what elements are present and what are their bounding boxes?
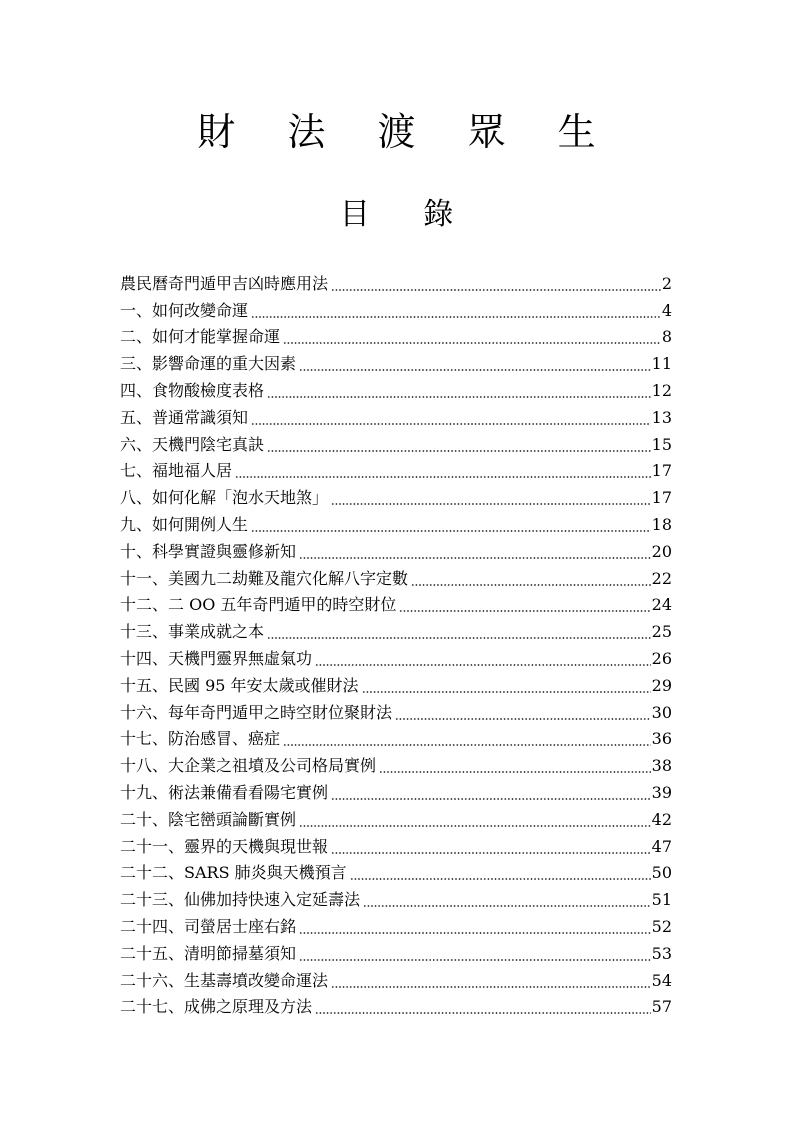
- toc-entry: [120, 536, 672, 563]
- toc-entry-page-number: 36: [651, 729, 672, 749]
- dot-leader: [249, 514, 651, 536]
- dot-leader: [297, 809, 651, 831]
- toc-entry-title: 四、食物酸檢度表格: [120, 380, 265, 400]
- toc-entry-title: 二、如何才能掌握命運: [120, 327, 281, 347]
- toc-heading: 目 錄: [339, 197, 476, 232]
- toc-entry-page-number: 13: [651, 407, 672, 427]
- dot-leader: [297, 916, 651, 938]
- toc-entry-page-number: 26: [651, 648, 672, 668]
- toc-entry: [120, 697, 672, 724]
- dot-leader: [329, 836, 651, 858]
- dot-leader: [281, 326, 661, 348]
- toc-entry-title: 九、如何開例人生: [120, 514, 249, 534]
- toc-entry-title: 八、如何化解「泡水天地煞」: [120, 488, 329, 508]
- toc-entry-title: 二十三、仙佛加持快速入定延壽法: [120, 890, 361, 910]
- toc-entry: [120, 750, 672, 777]
- toc-entry-page-number: 50: [651, 863, 672, 883]
- toc-entry: [120, 884, 672, 911]
- toc-entry-page-number: 11: [651, 354, 672, 374]
- toc-entry: [120, 670, 672, 697]
- dot-leader: [281, 728, 651, 750]
- dot-leader: [397, 594, 650, 616]
- table-of-contents: [120, 268, 672, 1018]
- toc-entry: [120, 295, 672, 322]
- toc-entry-page-number: 24: [651, 595, 672, 615]
- toc-entry: [120, 831, 672, 858]
- toc-entry-title: 二十六、生基壽墳改變命運法: [120, 970, 329, 990]
- toc-entry-page-number: 17: [651, 488, 672, 508]
- dot-leader: [329, 970, 651, 992]
- toc-entry-title: 二十二、SARS 肺炎與天機預言: [120, 863, 347, 883]
- toc-entry: [120, 858, 672, 885]
- dot-leader: [249, 300, 661, 322]
- dot-leader: [233, 460, 651, 482]
- dot-leader: [297, 353, 651, 375]
- toc-entry-page-number: 12: [651, 380, 672, 400]
- toc-entry: [120, 965, 672, 992]
- toc-entry: [120, 938, 672, 965]
- dot-leader: [377, 755, 651, 777]
- toc-entry: [120, 375, 672, 402]
- dot-leader: [265, 380, 651, 402]
- dot-leader: [265, 434, 651, 456]
- toc-entry-title: 五、普通常識須知: [120, 407, 249, 427]
- toc-entry-page-number: 8: [661, 327, 672, 347]
- toc-entry-title: 十二、二 OO 五年奇門遁甲的時空財位: [120, 595, 397, 615]
- toc-entry: [120, 616, 672, 643]
- toc-entry: [120, 911, 672, 938]
- toc-entry-title: 十七、防治感冒、癌症: [120, 729, 281, 749]
- toc-entry-page-number: 4: [661, 300, 672, 320]
- toc-entry: [120, 268, 672, 295]
- toc-entry: [120, 804, 672, 831]
- toc-entry-page-number: 15: [651, 434, 672, 454]
- toc-entry-page-number: 52: [651, 916, 672, 936]
- toc-entry-title: 十三、事業成就之本: [120, 622, 265, 642]
- toc-entry: [120, 482, 672, 509]
- dot-leader: [329, 782, 651, 804]
- toc-entry: [120, 590, 672, 617]
- toc-entry-title: 七、福地福人居: [120, 461, 233, 481]
- toc-entry-title: 六、天機門陰宅真訣: [120, 434, 265, 454]
- dot-leader: [393, 702, 651, 724]
- toc-entry-page-number: 47: [651, 836, 672, 856]
- dot-leader: [313, 648, 651, 670]
- toc-entry-title: 一、如何改變命運: [120, 300, 249, 320]
- toc-entry: [120, 643, 672, 670]
- toc-entry-page-number: 42: [651, 809, 672, 829]
- toc-entry-page-number: 30: [651, 702, 672, 722]
- toc-entry-title: 十六、每年奇門遁甲之時空財位聚財法: [120, 702, 393, 722]
- dot-leader: [409, 568, 651, 590]
- toc-entry-page-number: 20: [651, 541, 672, 561]
- toc-entry-title: 十九、術法兼備看看陽宅實例: [120, 782, 329, 802]
- toc-entry-page-number: 38: [651, 756, 672, 776]
- toc-entry-page-number: 25: [651, 622, 672, 642]
- dot-leader: [313, 996, 651, 1018]
- toc-entry: [120, 724, 672, 751]
- toc-entry: [120, 563, 672, 590]
- dot-leader: [249, 407, 651, 429]
- toc-entry-page-number: 53: [651, 943, 672, 963]
- toc-entry-page-number: 57: [651, 997, 672, 1017]
- toc-entry-title: 二十五、清明節掃墓須知: [120, 943, 297, 963]
- toc-entry-title: 二十、陰宅巒頭論斷實例: [120, 809, 297, 829]
- toc-entry-page-number: 17: [651, 461, 672, 481]
- toc-entry: [120, 429, 672, 456]
- dot-leader: [297, 943, 651, 965]
- toc-entry: [120, 402, 672, 429]
- toc-entry-title: 農民曆奇門遁甲吉凶時應用法: [120, 273, 329, 293]
- toc-entry-page-number: 39: [651, 782, 672, 802]
- toc-entry-title: 十一、美國九二劫難及龍穴化解八字定數: [120, 568, 409, 588]
- toc-entry-title: 三、影響命運的重大因素: [120, 354, 297, 374]
- toc-entry-title: 二十七、成佛之原理及方法: [120, 997, 313, 1017]
- toc-entry-title: 二十四、司螢居士座右銘: [120, 916, 297, 936]
- toc-entry-page-number: 54: [651, 970, 672, 990]
- dot-leader: [360, 675, 651, 697]
- toc-entry-title: 十四、天機門靈界無虛氣功: [120, 648, 313, 668]
- toc-entry-title: 十八、大企業之祖墳及公司格局實例: [120, 756, 377, 776]
- dot-leader: [329, 487, 651, 509]
- toc-entry: [120, 348, 672, 375]
- toc-entry-page-number: 18: [651, 514, 672, 534]
- toc-entry-page-number: 22: [651, 568, 672, 588]
- dot-leader: [348, 862, 651, 884]
- toc-entry-title: 十五、民國 95 年安太歲或催財法: [120, 675, 359, 695]
- toc-entry: [120, 509, 672, 536]
- toc-entry-page-number: 29: [651, 675, 672, 695]
- toc-entry: [120, 777, 672, 804]
- toc-entry-title: 二十一、靈界的天機與現世報: [120, 836, 329, 856]
- dot-leader: [329, 273, 661, 295]
- book-title: 財 法 渡 眾 生: [197, 110, 616, 154]
- toc-entry: [120, 992, 672, 1019]
- toc-entry: [120, 322, 672, 349]
- toc-entry-page-number: 2: [661, 273, 672, 293]
- toc-entry-title: 十、科學實證與靈修新知: [120, 541, 297, 561]
- toc-entry: [120, 456, 672, 483]
- toc-entry-page-number: 51: [651, 890, 672, 910]
- dot-leader: [361, 889, 651, 911]
- dot-leader: [297, 541, 651, 563]
- dot-leader: [265, 621, 651, 643]
